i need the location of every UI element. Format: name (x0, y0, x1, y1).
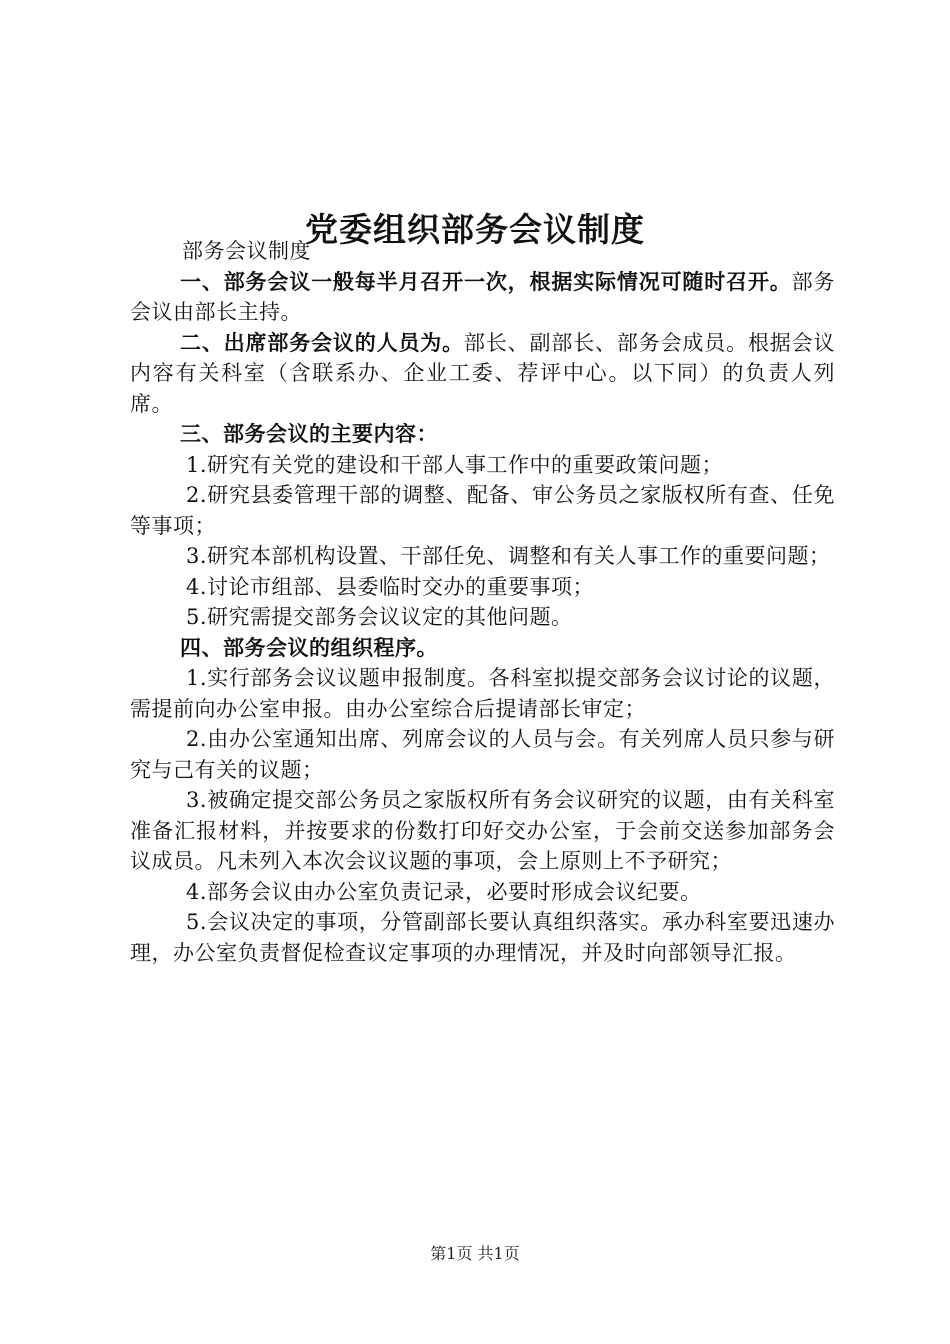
document-title: 党委组织部务会议制度 (305, 210, 645, 250)
section-1-text: 部务会议由部长主持。 (130, 269, 836, 324)
section-2-text: 部长、副部长、部务会成员。根据会议内容有关科室（含联系办、企业工委、荐评中心。以下同）的负责人列席。 (130, 330, 836, 416)
section-1 (130, 267, 835, 328)
section-1-heading: 一、部务会议一般每半月召开一次，根据实际情况可随时召开。 (180, 269, 792, 294)
section-3 (130, 419, 835, 450)
document-body (130, 236, 835, 968)
section-4-item: 5.会议决定的事项，分管副部长要认真组织落实。承办科室要迅速办理，办公室负责督促检查议定事项的办理情况，并及时向部领导汇报。 (130, 910, 835, 965)
section-3-item: 3.研究本部机构设置、干部任免、调整和有关人事工作的重要问题； (186, 544, 831, 568)
section-3-item: 4.讨论市组部、县委临时交办的重要事项； (186, 574, 595, 599)
section-4-item: 3.被确定提交部公务员之家版权所有务会议研究的议题，由有关科室准备汇报材料，并按要求的份数打印好交办公室，于会前交送参加部务会议成员。凡未列入本次会议议题的事项，会上原则上不予研究； (130, 788, 835, 873)
section-3-item: 1.研究有关党的建设和干部人事工作中的重要政策问题； (186, 452, 724, 477)
section-4-item: 1.实行部务会议议题申报制度。各科室拟提交部务会议讨论的议题，需提前向办公室申报。由办公室综合后提请部长审定； (130, 666, 835, 721)
section-4-item: 2.由办公室通知出席、列席会议的人员与会。有关列席人员只参与研究与己有关的议题； (130, 727, 835, 782)
section-4-item: 4.部务会议由办公室负责记录，必要时形成会议纪要。 (186, 879, 702, 904)
page-number: 第1页 共1页 (430, 1244, 520, 1263)
section-4 (130, 633, 835, 664)
section-3-item: 2.研究县委管理干部的调整、配备、审公务员之家版权所有查、任免等事项； (130, 483, 835, 538)
section-3-item: 5.研究需提交部务会议议定的其他问题。 (186, 605, 573, 629)
section-2 (130, 328, 835, 420)
section-2-heading: 二、出席部务会议的人员为。 (180, 330, 464, 355)
section-3-heading: 三、部务会议的主要内容： (180, 422, 438, 446)
document-subtitle: 部务会议制度 (182, 239, 311, 263)
section-4-heading: 四、部务会议的组织程序。 (180, 635, 438, 660)
